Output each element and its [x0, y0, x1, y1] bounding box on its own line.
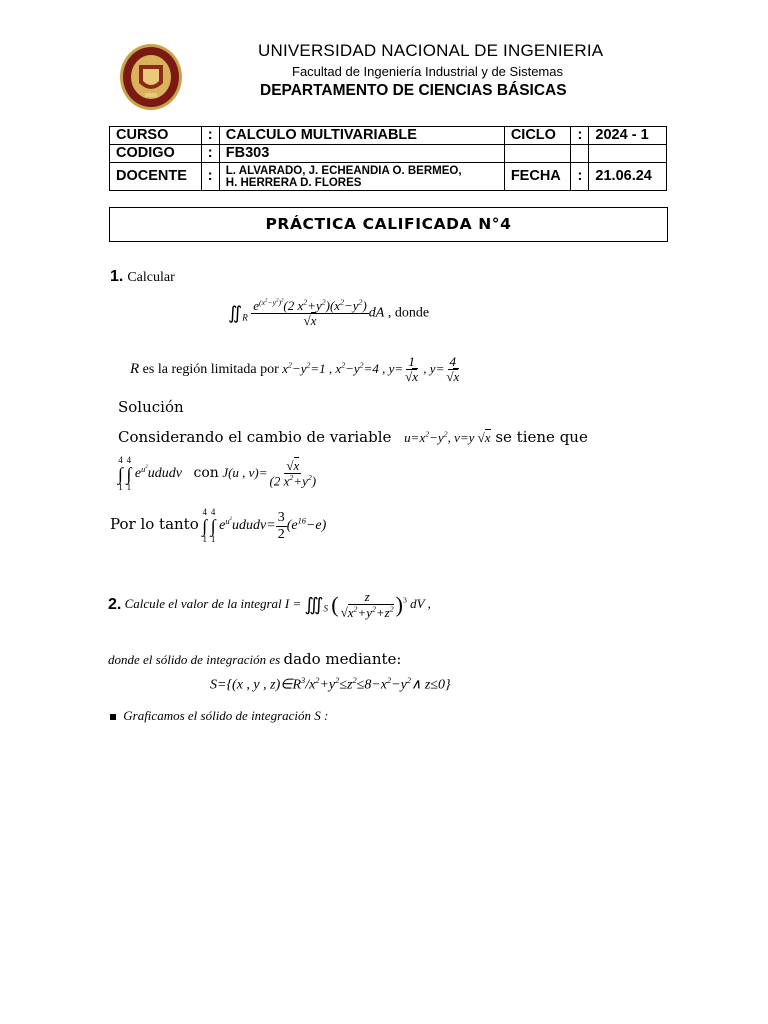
problem-2-statement: Calcule el valor de la integral I = — [124, 595, 302, 611]
exam-title: PRÁCTICA CALIFICADA N°4 — [109, 207, 668, 242]
solid-definition: S={(x , y , $z)\in R^3/x^2+y^2\le z^2\le 8-x^2-y^2\wedge$ z≤0} — [210, 676, 451, 693]
donde-line — [108, 650, 401, 668]
ciclo-value: 2024 - 1 — [589, 127, 667, 145]
curso-label: CURSO — [110, 127, 202, 145]
codigo-label: CODIGO — [110, 145, 202, 163]
transformed-integral: 4 ∫ 1 4 ∫ 1 $e^{u^2}ududv$ con J(u , v)= $\frac{√x}{(2 x^2+y^2)}$ — [118, 455, 317, 492]
result-line: Por lo tanto 4 ∫ 1 4 ∫ 1 $e^{u^2}ududv=$ $\frac{3}{2}$ $(e^{16}-e)$ — [110, 507, 327, 544]
curso-value: CALCULO MULTIVARIABLE — [219, 127, 504, 145]
fecha-value: 21.06.24 — [589, 163, 667, 191]
docente-line-2: H. HERRERA D. FLORES — [225, 176, 362, 189]
problem-2: 2. Calcule el valor de la integral $I = ∭_S$ ( $\frac{z}{√x^2+y^2+z^2}$ )$^3$ dV , — [108, 589, 431, 620]
faculty-name: Facultad de Ingeniería Industrial y de Sistemas — [292, 64, 563, 79]
colon: : — [201, 145, 219, 163]
donde-text: donde el sólido de integración es — [108, 652, 281, 667]
region-statement: R es la región limitada por $x^2-y^2=1$ , $x^2-y^2=4$ , y= $\frac{1}{√x}$ , y= $\frac{4}{√x}$ — [130, 354, 460, 385]
problem-1-intro: Calcular — [127, 270, 175, 285]
change-text: Considerando el cambio de variable — [118, 428, 392, 446]
region-text: es la región limitada por — [142, 362, 279, 378]
docente-line-1: L. ALVARADO, J. ECHEANDIA O. BERMEO, — [225, 164, 462, 177]
course-info-table — [109, 126, 667, 191]
university-name: UNIVERSIDAD NACIONAL DE INGENIERIA — [258, 41, 604, 60]
colon: : — [571, 127, 589, 145]
integral-1: $∬_R$ $\frac{e^{(x^2-y^2)^2}(2 x^2+y^2)(x^2-y^2)}{√x}$ dA , donde — [228, 297, 430, 329]
docente-label: DOCENTE — [110, 163, 202, 191]
change-of-variable: Considerando el cambio de variable $u=x^2-y^2$, v=y √x se tiene que — [118, 428, 588, 446]
university-seal-logo — [119, 43, 183, 111]
docente-value — [219, 163, 504, 191]
therefore-text: Por lo tanto — [110, 515, 199, 534]
department-name: DEPARTAMENTO DE CIENCIAS BÁSICAS — [260, 82, 567, 99]
graph-text: Graficamos el sólido de integración S : — [123, 708, 329, 723]
solution-label: Solución — [118, 398, 184, 416]
bullet-icon — [110, 714, 116, 720]
fecha-label: FECHA — [504, 163, 570, 191]
graph-line — [110, 708, 328, 724]
colon: : — [201, 127, 219, 145]
problem-2-number: 2. — [108, 595, 122, 613]
colon: : — [571, 163, 589, 191]
problem-1-number: 1. — [110, 268, 124, 285]
ciclo-label: CICLO — [504, 127, 570, 145]
con-text: con — [193, 465, 219, 482]
problem-1 — [110, 268, 175, 286]
change-suffix: se tiene que — [495, 428, 588, 446]
problem-1-donde: , donde — [387, 305, 430, 321]
codigo-value: FB303 — [219, 145, 504, 163]
dado-text: dado mediante: — [283, 650, 402, 668]
colon: : — [201, 163, 219, 191]
